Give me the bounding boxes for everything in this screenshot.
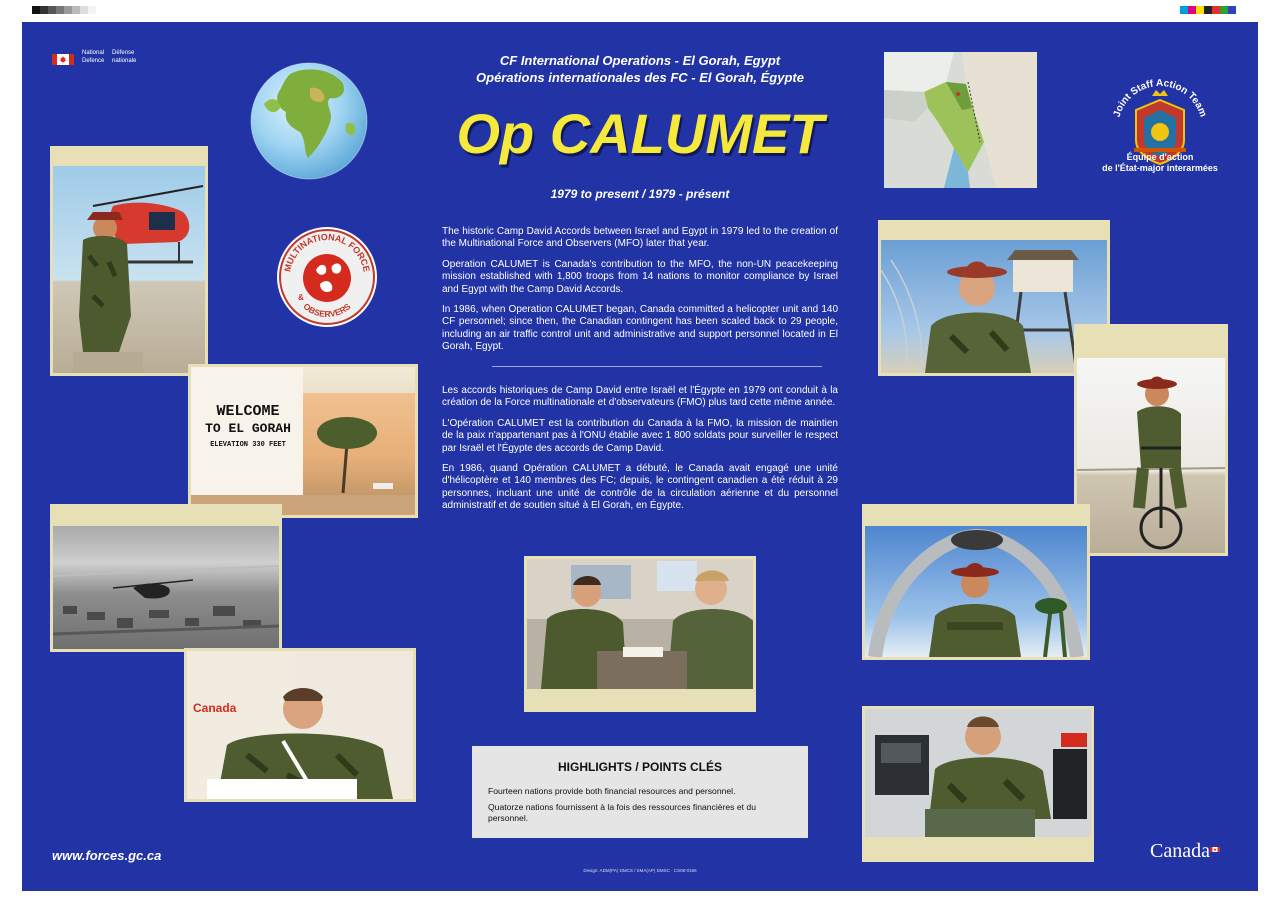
photo-two-soldiers-desk (524, 556, 756, 712)
jsat-bottom-text-2: de l'État-major interarmées (1102, 163, 1218, 173)
office-sign-text: Canada (193, 701, 237, 715)
photo-helicopter-soldier (50, 146, 208, 376)
wordmark-flag-icon (1210, 839, 1220, 844)
globe-image (250, 52, 368, 190)
page-title: Op CALUMET (456, 102, 824, 165)
mfo-logo (276, 226, 378, 328)
highlights-title: HIGHLIGHTS / POINTS CLÉS (557, 760, 722, 774)
photo-soldier-arch (862, 504, 1090, 660)
mfo-ampersand: & (298, 293, 304, 302)
canada-flag-icon (52, 52, 74, 63)
print-color-bar (1180, 6, 1244, 14)
photo-caption (866, 507, 1086, 525)
sinai-map-image (884, 52, 1037, 188)
section-divider (492, 366, 822, 367)
body-fr-paragraph-1: Les accords historiques de Camp David entre Israël et l'Égypte en 1979 ont conduit à la création de la Force multinationale et d'observateurs (FMO) plus tard cette même année. (442, 385, 838, 409)
photo-caption (866, 838, 1090, 858)
highlights-box (472, 746, 808, 838)
body-fr-paragraph-2: L'Opération CALUMET est la contribution du Canada à la FMO, la mission de maintien de la paix n'appartenant pas à l'ONU établie avec 1 800 soldats pour surveiller le respect par Israël et l'Égypte des accords de Camp David. (442, 417, 838, 454)
body-en-paragraph-3: In 1986, when Operation CALUMET began, Canada committed a helicopter unit and 140 CF personnel; since then, the Canadian contingent has been scaled back to 29 people, including an air traffic control unit and administrative and support personnel located in El Gorah, Egypt. (442, 304, 838, 353)
photo-caption (54, 507, 278, 525)
dnd-signature-en: National Defence (82, 50, 105, 64)
mfo-top-text: MULTINATIONAL FORCE (282, 231, 372, 273)
photo-soldier-radio (862, 706, 1094, 862)
photo-caption (528, 690, 752, 708)
jsat-top-text: Joint Staff Action Team (1111, 77, 1209, 119)
photo-caption (1078, 327, 1224, 357)
subtitle-english: CF International Operations - El Gorah, Egypt (499, 53, 781, 68)
mfo-bottom-text: OBSERVERS (301, 301, 353, 320)
welcome-sign-line3: ELEVATION 330 FEET (210, 441, 286, 449)
photo-soldier-writing (184, 648, 416, 802)
footer-url: www.forces.gc.ca (52, 848, 162, 863)
date-range: 1979 to present / 1979 - présent (550, 187, 730, 201)
photo-welcome-sign (188, 364, 418, 518)
body-en-paragraph-2: Operation CALUMET is Canada's contribution to the MFO, the non-UN peacekeeping mission established with 1,800 troops from 14 nations to monitor compliance by Israel and Egypt with the Camp David Accords. (442, 258, 838, 295)
canada-wordmark: Canada (1150, 840, 1210, 862)
subtitle-french: Opérations internationales des FC - El Gorah, Égypte (476, 70, 804, 85)
highlights-text-fr: Quatorze nations fournissent à la fois des ressources financières et du personnel. (488, 802, 756, 823)
body-en-paragraph-1: The historic Camp David Accords between Israel and Egypt in 1979 led to the creation of the Multinational Force and Observers (MFO) later that year. (442, 226, 838, 250)
photo-caption (882, 223, 1106, 239)
footer-credit: Design: ADM(PA) DMCS / SMA(AP) DMSC · CS08-0166 (583, 868, 697, 873)
body-fr-paragraph-3: En 1986, quand Opération CALUMET a débuté, le Canada avait engagé une unité d'hélicoptère et 140 membres des FC; depuis, le contingent canadien a été réduit à 29 personnes, incluant une unité de contrôle de la circulation aérienne et du personnel administratif et de soutien situé à El Gorah, en Égypte. (442, 463, 838, 512)
welcome-sign-line1: WELCOME (216, 403, 280, 420)
highlights-text-en: Fourteen nations provide both financial resources and personnel. (488, 786, 736, 796)
welcome-sign-line2: TO EL GORAH (205, 421, 291, 436)
poster (22, 22, 1258, 891)
photo-soldier-bicycle (1074, 324, 1228, 556)
photo-aerial-helicopter (50, 504, 282, 652)
dnd-signature-fr: Défense nationale (112, 50, 137, 64)
body-french (442, 385, 838, 521)
jsat-crest-logo (1100, 60, 1220, 205)
print-grayscale-bar (32, 6, 96, 14)
jsat-bottom-text-1: Équipe d'action (1126, 152, 1194, 162)
photo-caption (54, 149, 204, 165)
body-english (442, 226, 838, 362)
